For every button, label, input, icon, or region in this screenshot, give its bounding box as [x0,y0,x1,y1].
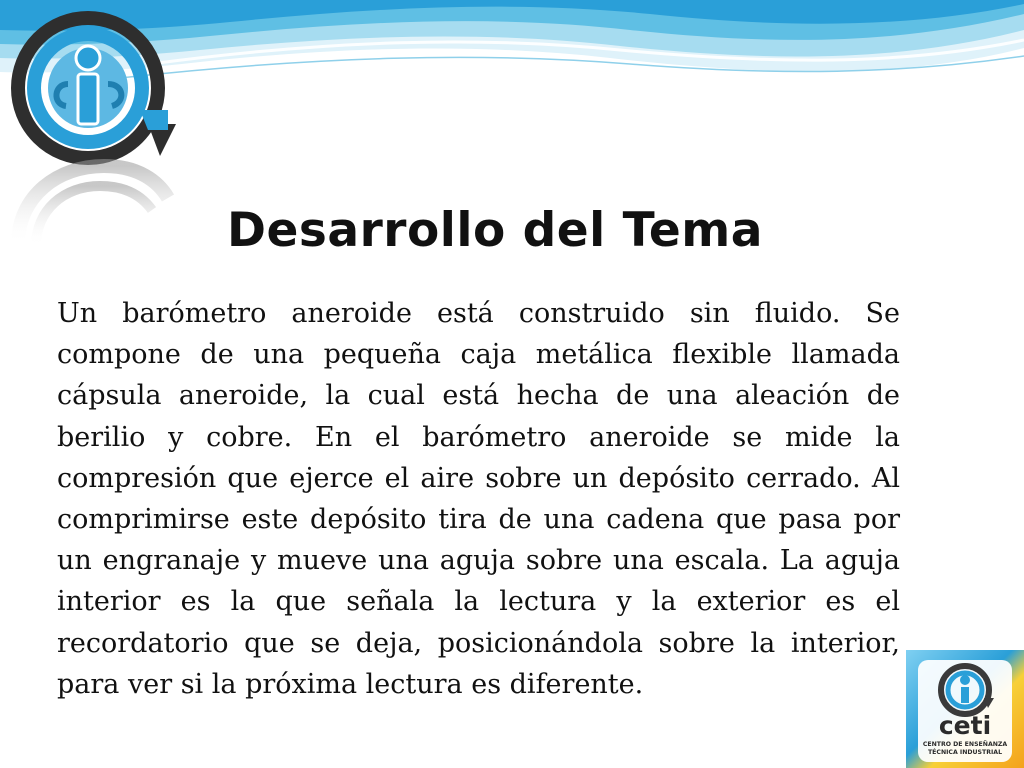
ceti-logo-line1: CENTRO DE ENSEÑANZA [922,741,1008,748]
ceti-logo-word: ceti [938,711,992,740]
slide-title: Desarrollo del Tema [227,203,763,258]
ceti-logo-line2: TÉCNICA INDUSTRIAL [927,749,1003,756]
ceti-logo-icon [906,650,1024,768]
body-paragraph: Un barómetro aneroide está construido sin fluido. Se compone de una pequeña caja metálica flexible llamada cápsula aneroide, la cual está hecha de una aleación de berilio y cobre. En el barómetro aneroide se mide la compresión que ejerce el aire sobre un depósito cerrado. Al comprimirse este depósito tira de una cadena que pasa por un engranaje y mueve una aguja sobre una escala. La aguja interior es la que señala la lectura y la exterior es el recordatorio que se deja, posicionándola sobre la interior, para ver si la próxima lectura es diferente. [57,298,900,700]
